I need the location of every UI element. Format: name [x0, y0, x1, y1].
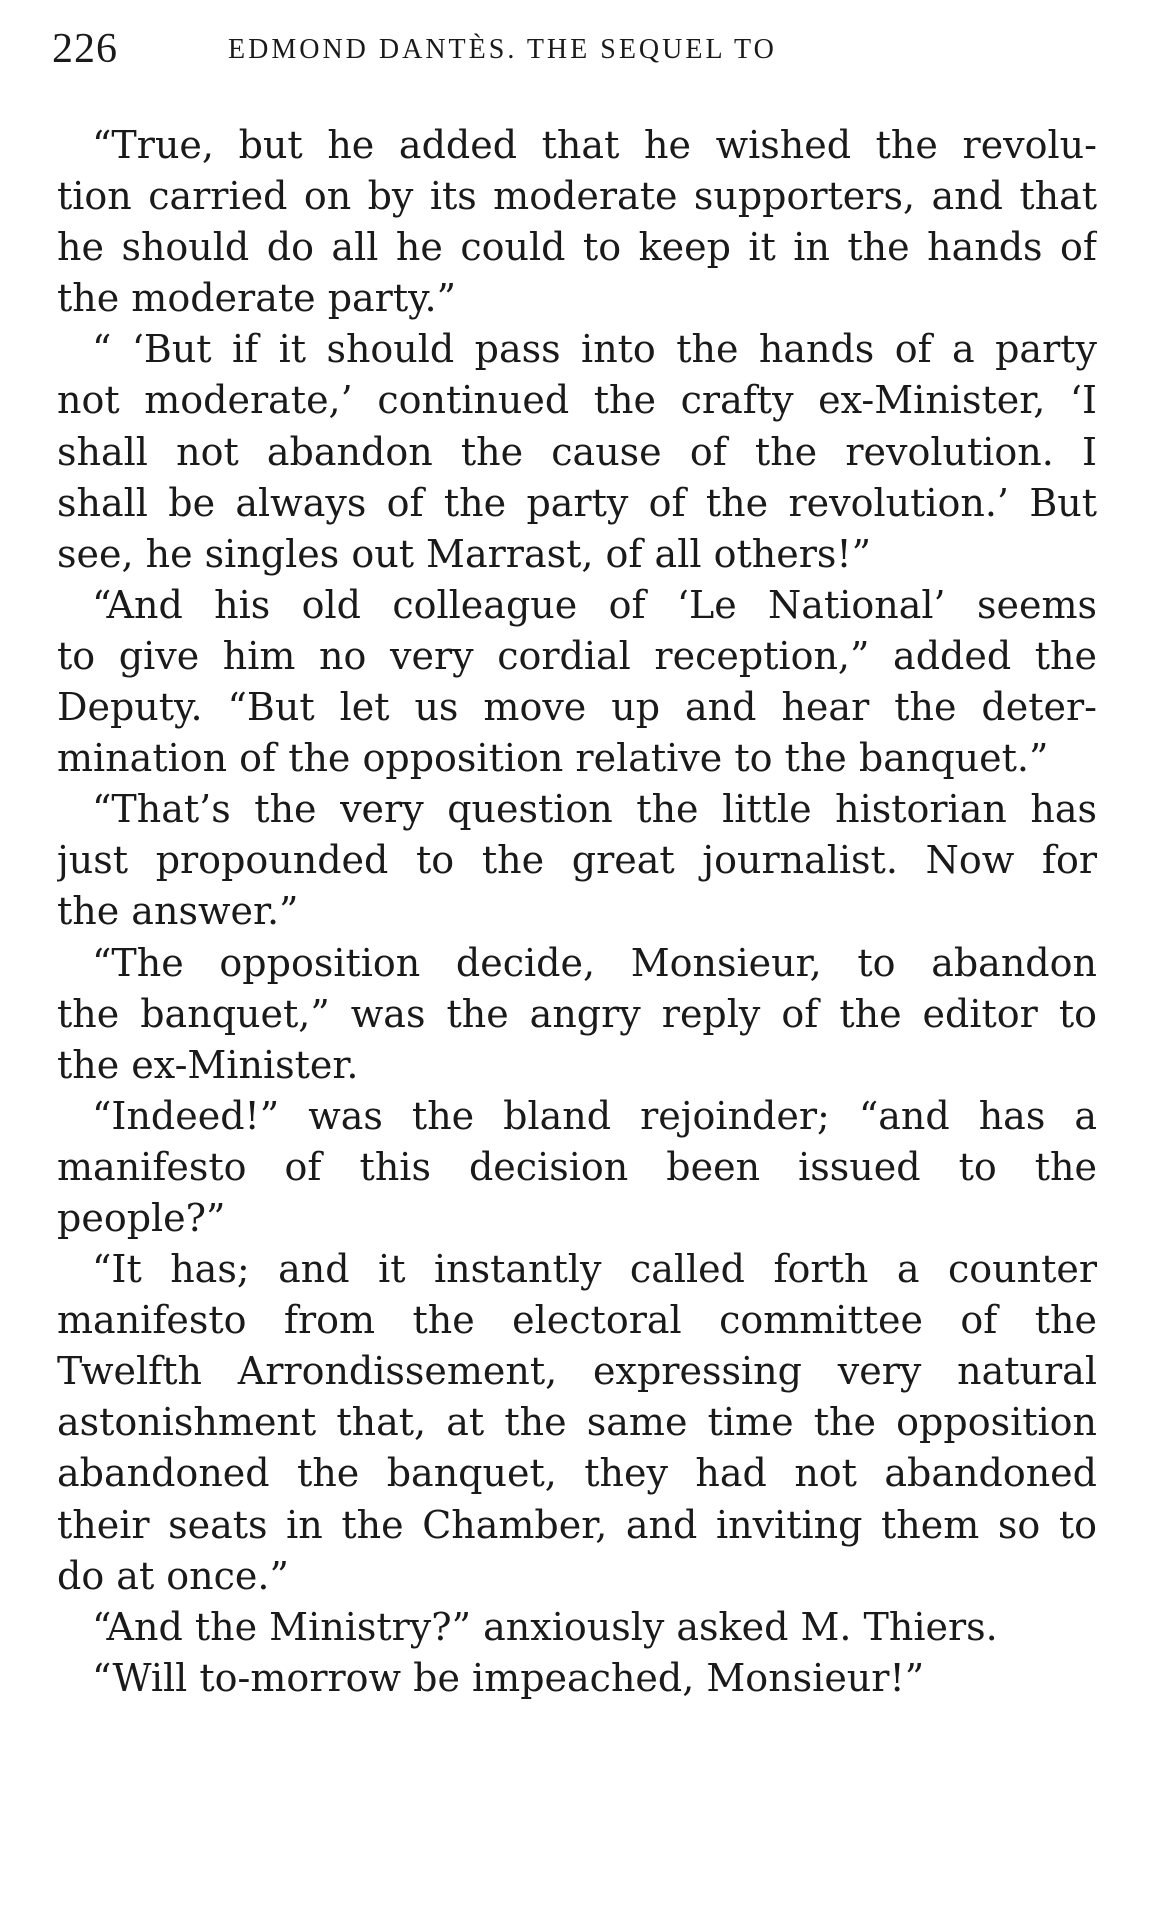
running-head: [52, 24, 1112, 74]
text-line: he should do all he could to keep it in the hands of: [57, 225, 1097, 270]
text-line: “It has; and it instantly called forth a counter: [92, 1247, 1097, 1292]
text-line: to give him no very cordial reception,” added the: [57, 633, 1097, 678]
text-line: astonishment that, at the same time the opposition: [57, 1400, 1097, 1445]
text-line: “And the Ministry?” anxiously asked M. Thiers.: [92, 1604, 998, 1649]
text-line: manifesto from the electoral committee of the: [57, 1298, 1097, 1343]
text-line: manifesto of this decision been issued to the: [57, 1144, 1097, 1189]
text-line: do at once.”: [57, 1553, 289, 1598]
text-line: tion carried on by its moderate supporters, and that: [57, 174, 1097, 219]
text-line: Deputy. “But let us move up and hear the deter-: [57, 685, 1097, 730]
text-line: “The opposition decide, Monsieur, to abandon: [92, 940, 1097, 985]
text-line: the answer.”: [57, 889, 299, 934]
text-line: the moderate party.”: [57, 276, 457, 321]
text-line: abandoned the banquet, they had not abandoned: [57, 1451, 1097, 1496]
text-line: “Will to-morrow be impeached, Monsieur!”: [92, 1655, 925, 1700]
text-line: “ ‘But if it should pass into the hands of a party: [92, 327, 1097, 372]
text-line: “True, but he added that he wished the revolu-: [92, 123, 1097, 167]
text-line: shall be always of the party of the revolution.’ But: [57, 480, 1097, 525]
text-line: mination of the opposition relative to the banquet.”: [57, 736, 1049, 781]
text-line: their seats in the Chamber, and inviting them so to: [57, 1502, 1097, 1547]
body-text: [57, 120, 1097, 1704]
text-line: people?”: [57, 1195, 226, 1240]
text-line: “Indeed!” was the bland rejoinder; “and has a: [92, 1093, 1097, 1138]
text-line: the ex-Minister.: [57, 1042, 359, 1087]
running-title: EDMOND DANTÈS. THE SEQUEL TO: [228, 34, 777, 65]
text-line: “That’s the very question the little historian has: [92, 787, 1097, 832]
text-line: the banquet,” was the angry reply of the editor to: [57, 991, 1097, 1036]
text-line: Twelfth Arrondissement, expressing very natural: [57, 1349, 1097, 1394]
text-line: not moderate,’ continued the crafty ex-Minister, ‘I: [57, 378, 1097, 423]
text-line: “And his old colleague of ‘Le National’ seems: [92, 582, 1097, 627]
page-number: 226: [52, 26, 118, 72]
text-line: just propounded to the great journalist. Now for: [57, 838, 1097, 883]
text-line: see, he singles out Marrast, of all others!”: [57, 531, 872, 576]
text-line: shall not abandon the cause of the revolution. I: [57, 429, 1097, 474]
